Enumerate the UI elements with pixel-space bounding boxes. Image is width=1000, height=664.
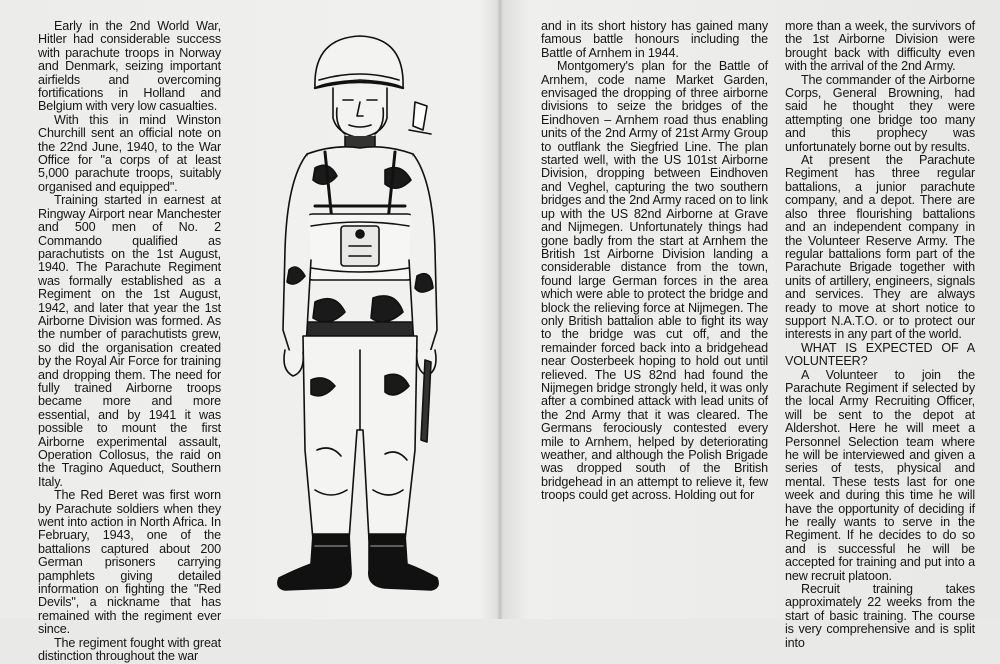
- paragraph: more than a week, the survivors of the 1st Airborne Division were brought back with difficulty even with the arrival of the 2nd Army.: [785, 19, 975, 74]
- helmet-icon: [315, 36, 403, 88]
- paragraph: At present the Parachute Regiment has three regular battalions, a junior parachute company, and a depot. There are also three flourishing battalions and an independent company in the Volunteer Reserve Army. The regular battalions form part of the Parachute Brigade together with units of artillery, engineers, signals and services. They are always ready to move at short notice to support N.A.T.O. or to protect our interests in any part of the world.: [785, 153, 975, 342]
- paragraph: With this in mind Winston Churchill sent an official note on the 22nd June, 1940, to the War Office for "a corps of at least 5,000 parachute troops, suitably organised and equipped".: [38, 112, 221, 194]
- paratrooper-illustration: [245, 30, 470, 600]
- paragraph: The commander of the Airborne Corps, General Browning, had said he thought they were attempting one bridge too many and this prophecy was unfortunately borne out by results.: [785, 72, 975, 154]
- paragraph: and in its short history has gained many famous battle honours including the Battle of Arnhem in 1944.: [541, 19, 768, 60]
- section-heading: WHAT IS EXPECTED OF A VOLUNTEER?: [785, 340, 975, 369]
- text-column-1: [38, 20, 221, 664]
- paragraph: Training started in earnest at Ringway Airport near Manchester and 500 men of No. 2 Commando qualified as parachutists on the 1st August, 1940. The Parachute Regiment was formally established as a Regiment on the 1st August, 1942, and later that year the 1st Airborne Division was formed. As the number of parachutists grew, so did the organisation created by the Royal Air Force for training and dropping them. The need for fully trained Airborne troops became more and more essential, and by 1941 it was possible to mount the first Airborne experimental assault, Operation Collosus, the raid on the Tragino Aqueduct, Southern Italy.: [38, 193, 221, 489]
- text-column-4: [785, 20, 975, 650]
- paragraph: A Volunteer to join the Parachute Regiment if selected by the local Army Recruiting Officer, will be sent to the depot at Aldershot. Here he will meet a Personnel Selection team where he will be interviewed and given a series of tests, physical and mental. These tests last for one week and during this time he will have the opportunity of deciding if he really wants to serve in the Regiment. If he decides to do so and is successful he will be accepted for training and put into a new recruit platoon.: [785, 367, 975, 583]
- paragraph: Recruit training takes approximately 22 weeks from the start of basic training. The course is very comprehensive and is split into: [785, 582, 975, 650]
- paragraph: Early in the 2nd World War, Hitler had considerable success with parachute troops in Norway and Denmark, seizing important airfields and overcoming fortifications in Holland and Belgium with very low casualties.: [38, 19, 221, 114]
- paragraph: The regiment fought with great distinction throughout the war: [38, 635, 221, 664]
- text-column-3: [541, 20, 768, 503]
- paragraph: Montgomery's plan for the Battle of Arnhem, code name Market Garden, envisaged the dropping of three airborne divisions to seize the bridges of the Eindhoven – Arnhem road thus enabling units of the 2nd Army of 21st Army Group to outflank the Siegfried Line. The plan started well, with the US 101st Airborne Division, dropping between Eindhoven and Veghel, capturing the two southern bridges and the 2nd Army raced on to link up with the US 82nd Airborne at Grave and Nijmegen. Unfortunately things had gone badly from the start at Arnhem the British 1st Airborne Division landing a considerable distance from the town, found large German forces in the area which were able to protect the bridge and block the relieving force at Nijmegen. The only British battalion able to fight its way to the bridge was cut off, and the remainder forced back into a bridgehead near Oosterbeek hoping to hold out until relieved. The US 82nd had found the Nijmegen bridge strongly held, it was only after a combined attack with lead units of the 2nd Army that it was cleared. The Germans ferociously contested every mile to Arnhem, helped by deteriorating weather, and although the Polish Brigade was dropped south of the British bridgehead in an attempt to relieve it, few troops could get across. Holding out for: [541, 59, 768, 503]
- paragraph: The Red Beret was first worn by Parachute soldiers when they went into action in North Africa. In February, 1943, one of the battalions captured about 200 German prisoners carrying pamphlets giving detailed information on fighting the "Red Devils", a nickname that has remained with the regiment ever since.: [38, 488, 221, 637]
- page-fold: [497, 0, 503, 619]
